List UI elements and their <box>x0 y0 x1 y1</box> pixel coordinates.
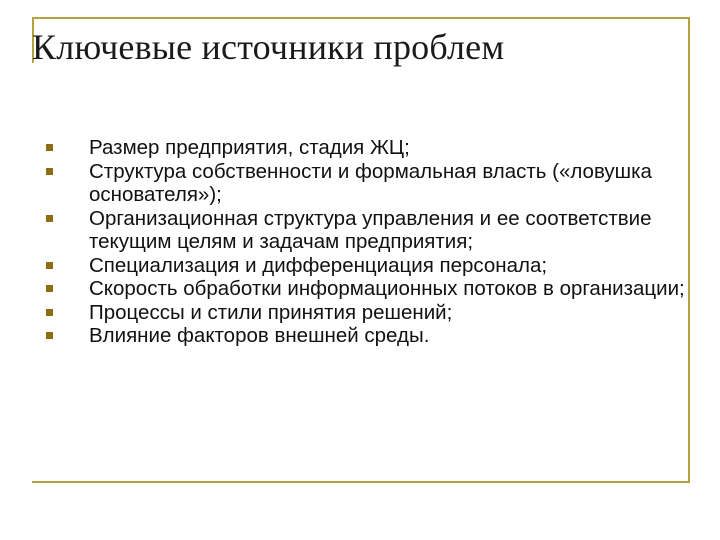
bullet-text: Структура собственности и формальная власть («ловушка основателя»); <box>89 159 652 206</box>
slide-title: Ключевые источники проблем <box>32 27 505 67</box>
bullet-text: Специализация и дифференциация персонала; <box>89 253 548 277</box>
bullet-item <box>46 207 686 254</box>
bullet-text: Размер предприятия, стадия ЖЦ; <box>89 136 410 159</box>
bullet-text: Скорость обработки информационных потоков в организации; <box>89 277 685 300</box>
bullet-text: Процессы и стили принятия решений; <box>89 300 453 324</box>
bullet-item <box>46 324 686 348</box>
bullet-item <box>46 301 686 325</box>
title-frame-top-line <box>32 17 690 19</box>
square-bullet-icon <box>46 309 53 316</box>
bullet-list <box>46 136 686 348</box>
square-bullet-icon <box>46 262 53 269</box>
square-bullet-icon <box>46 144 53 151</box>
bullet-item <box>46 136 686 160</box>
bullet-item <box>46 277 686 301</box>
square-bullet-icon <box>46 215 53 222</box>
square-bullet-icon <box>46 285 53 292</box>
bullet-item <box>46 254 686 278</box>
square-bullet-icon <box>46 168 53 175</box>
bullet-item <box>46 160 686 207</box>
bullet-text: Организационная структура управления и ее соответствие текущим целям и задачам предприятия; <box>89 206 652 253</box>
bullet-text: Влияние факторов внешней среды. <box>89 324 430 347</box>
square-bullet-icon <box>46 332 53 339</box>
frame-right-line <box>688 17 690 483</box>
frame-bottom-line <box>32 481 690 483</box>
